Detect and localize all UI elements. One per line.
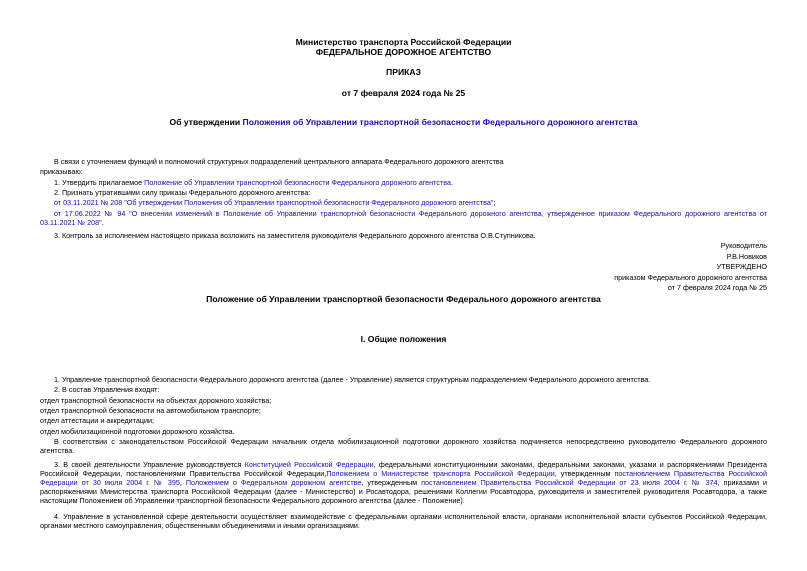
agency-regulation-link[interactable]: Положением о Федеральном дорожном агентстве <box>185 478 362 487</box>
section-heading: I. Общие положения <box>360 334 447 344</box>
order-item-1-end: . <box>450 178 453 187</box>
approval-date: от 7 февраля 2024 года № 25 <box>667 283 767 292</box>
ministry-name: Министерство транспорта Российской Федерации <box>295 37 512 47</box>
department-3: отдел аттестации и аккредитации; <box>40 416 155 425</box>
title-regulation-link[interactable]: Положения об Управлении транспортной безопасности Федерального дорожного агентства <box>242 117 638 127</box>
order-orders: приказываю: <box>40 167 83 176</box>
title-prefix: Об утверждении <box>169 117 243 127</box>
order-208-link[interactable]: от 03.11.2021 № 208 "Об утверждении Положения об Управлении транспортной безопасности Федерального дорожного агентства" <box>54 198 494 207</box>
p3-text-f: , приказами и распоряжениями Министерства транспорта Российской Федерации (далее - Министерство) и Росавтодора, решениями Коллегии Росавтодора, руководителя и заместителей руководителя Росавтодора, а также настоящим Положением об Управлении транспортной безопасности Федерального дорожного агентства (далее - Положение). <box>40 478 768 505</box>
p3-text-b: , федеральными конституционными законами, федеральными законами, указами и распоряжениями Президента Российской Федерации, постановлениями Правительства Российской Федерации, <box>40 460 767 478</box>
p3-text-d: , <box>179 478 186 487</box>
order-item-1 <box>40 178 767 187</box>
regulation-p2-note: В соответствии с законодательством Российской Федерации начальник отдела мобилизационной подготовки дорожного хозяйства подчиняется непосредственно руководителю Федерального дорожного агентства. <box>40 437 767 455</box>
order-item-2: 2. Признать утратившими силу приказы Федерального дорожного агентства: <box>54 188 311 197</box>
regulation-link[interactable]: Положение об Управлении транспортной безопасности Федерального дорожного агентства <box>144 178 451 187</box>
approval-by-order: приказом Федерального дорожного агентства <box>614 273 767 282</box>
document-date-number: от 7 февраля 2024 года № 25 <box>341 88 466 98</box>
regulation-p4: 4. Управление в установленной сфере деятельности осуществляет взаимодействие с федеральными органами исполнительной власти, органами исполнительной власти субъектов Российской Федерации, органами местного самоуправления, общественными объединениями и иными организациями. <box>40 512 767 530</box>
resolution-374-link[interactable]: постановлением Правительства Российской Федерации от 23 июля 2004 г. № 374 <box>421 478 718 487</box>
department-1: отдел транспортной безопасности на объектах дорожного хозяйства; <box>40 396 272 405</box>
document-type: ПРИКАЗ <box>386 67 421 77</box>
approval-stamp: УТВЕРЖДЕНО <box>716 262 767 271</box>
document-title <box>0 117 807 127</box>
order-item-1-text: 1. Утвердить прилагаемое <box>54 178 145 187</box>
p3-text-e: , утвержденным <box>361 478 422 487</box>
agency-name: ФЕДЕРАЛЬНОЕ ДОРОЖНОЕ АГЕНТСТВО <box>315 47 492 57</box>
order-item-2a <box>40 198 767 207</box>
order-item-3: 3. Контроль за исполнением настоящего приказа возложить на заместителя руководителя Федерального дорожного агентства О.В.Ступникова. <box>54 231 536 240</box>
signature-name: Р.В.Новиков <box>726 252 767 261</box>
constitution-link[interactable]: Конституцией Российской Федерации <box>244 460 374 469</box>
order-item-2b-end: . <box>101 218 104 227</box>
department-4: отдел мобилизационной подготовки дорожного хозяйства. <box>40 427 235 436</box>
order-intro: В связи с уточнением функций и полномочий структурных подразделений центрального аппарата Федерального дорожного агентства <box>54 157 504 166</box>
ministry-regulation-link[interactable]: Положением о Министерстве транспорта Российской Федерации <box>326 469 555 478</box>
order-94-link[interactable]: от 17.06.2022 № 94 "О внесении изменений в Положение об Управлении транспортной безопасности Федерального дорожного агентства, утвержденное приказом Федерального дорожного агентства от 03.11.2021 № 208" <box>40 209 767 227</box>
regulation-p1: 1. Управление транспортной безопасности Федерального дорожного агентства (далее - Управление) является структурным подразделением Федерального дорожного агентства. <box>54 375 651 384</box>
department-2: отдел транспортной безопасности на автомобильном транспорте; <box>40 406 261 415</box>
p3-text-a: 3. В своей деятельности Управление руководствуется <box>54 460 245 469</box>
order-item-2a-end: ; <box>493 198 496 207</box>
regulation-p2: 2. В состав Управления входят: <box>54 385 160 394</box>
signature-position: Руководитель <box>720 241 767 250</box>
p3-text-c: , утвержденным <box>554 469 615 478</box>
order-item-2b <box>40 209 767 227</box>
regulation-title: Положение об Управлении транспортной безопасности Федерального дорожного агентства <box>206 294 601 304</box>
resolution-395-link[interactable]: постановлением Правительства Российской Федерации от 30 июля 2004 г. № 395 <box>40 469 767 487</box>
regulation-p3 <box>40 460 767 505</box>
